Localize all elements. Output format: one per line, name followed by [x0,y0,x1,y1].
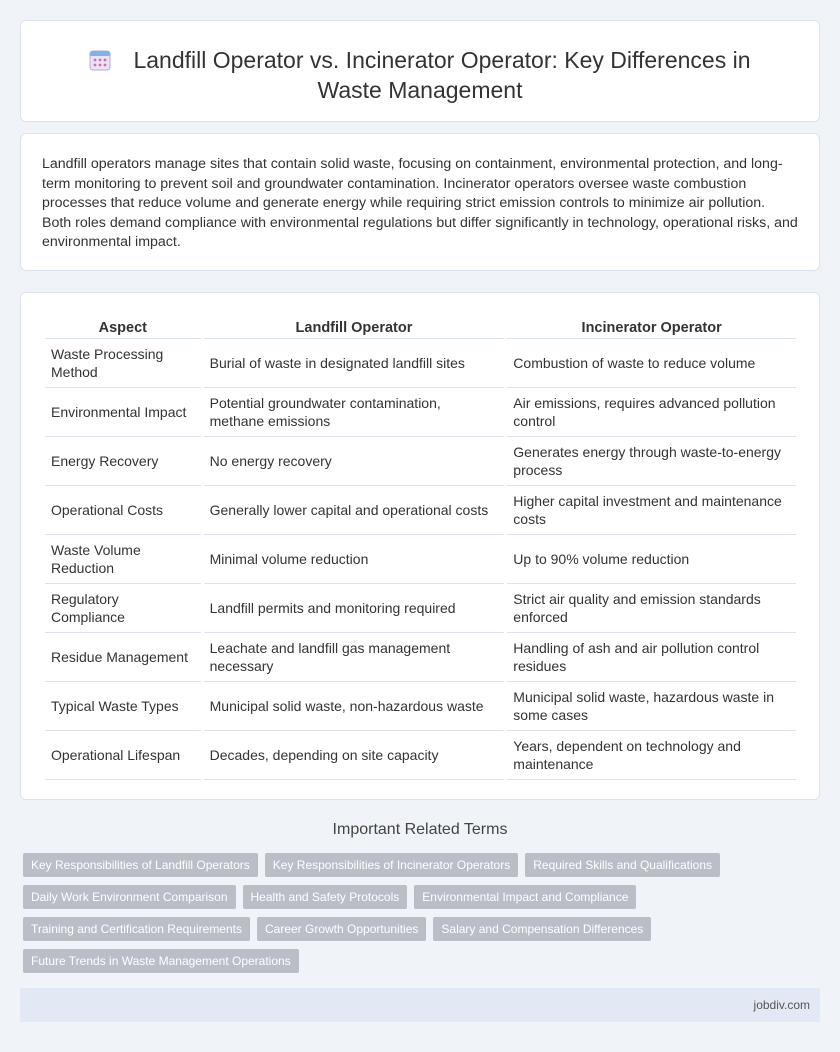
aspect-cell: Energy Recovery [45,437,201,486]
related-term-tag[interactable]: Career Growth Opportunities [257,917,426,941]
landfill-cell: Landfill permits and monitoring required [204,584,505,633]
comparison-table-card [20,292,820,800]
footer [20,988,820,1022]
related-term-tag[interactable]: Key Responsibilities of Landfill Operators [23,853,258,877]
related-term-tag[interactable]: Health and Safety Protocols [243,885,408,909]
header-card [20,20,820,122]
related-terms-list [23,853,783,973]
related-term-tag[interactable]: Key Responsibilities of Incinerator Operators [265,853,518,877]
page-title-wrap [21,45,819,105]
landfill-cell: Potential groundwater contamination, methane emissions [204,388,505,437]
aspect-cell: Operational Lifespan [45,731,201,780]
related-term-tag[interactable]: Training and Certification Requirements [23,917,250,941]
table-row [45,339,796,388]
intro-paragraph: Landfill operators manage sites that contain solid waste, focusing on containment, environmental protection, and long-term monitoring to prevent soil and groundwater contamination. Incinerator operators oversee waste combustion processes that reduce volume and generate energy while requiring strict emission controls to minimize air pollution. Both roles demand compliance with environmental regulations but differ significantly in technology, operational risks, and environmental impact. [42,156,798,251]
incinerator-cell: Strict air quality and emission standards enforced [507,584,796,633]
incinerator-cell: Municipal solid waste, hazardous waste in some cases [507,682,796,731]
related-term-tag[interactable]: Salary and Compensation Differences [433,917,651,941]
aspect-cell: Typical Waste Types [45,682,201,731]
table-row [45,486,796,535]
calendar-grid-icon [89,49,111,71]
table-row [45,535,796,584]
aspect-cell: Waste Processing Method [45,339,201,388]
landfill-cell: Decades, depending on site capacity [204,731,505,780]
landfill-cell: Leachate and landfill gas management necessary [204,633,505,682]
footer-site-link[interactable]: jobdiv.com [753,998,810,1012]
table-row [45,437,796,486]
landfill-cell: No energy recovery [204,437,505,486]
aspect-cell: Environmental Impact [45,388,201,437]
landfill-cell: Municipal solid waste, non-hazardous waste [204,682,505,731]
column-header-landfill: Landfill Operator [204,315,505,339]
landfill-cell: Burial of waste in designated landfill sites [204,339,505,388]
landfill-cell: Generally lower capital and operational costs [204,486,505,535]
incinerator-cell: Higher capital investment and maintenance costs [507,486,796,535]
related-term-tag[interactable]: Daily Work Environment Comparison [23,885,236,909]
aspect-cell: Residue Management [45,633,201,682]
aspect-cell: Operational Costs [45,486,201,535]
intro-card [20,133,820,271]
column-header-incinerator: Incinerator Operator [507,315,796,339]
incinerator-cell: Up to 90% volume reduction [507,535,796,584]
aspect-cell: Regulatory Compliance [45,584,201,633]
aspect-cell: Waste Volume Reduction [45,535,201,584]
incinerator-cell: Combustion of waste to reduce volume [507,339,796,388]
related-term-tag[interactable]: Environmental Impact and Compliance [414,885,636,909]
incinerator-cell: Generates energy through waste-to-energy process [507,437,796,486]
table-header-row [45,315,796,339]
table-row [45,633,796,682]
related-terms-title: Important Related Terms [332,821,508,838]
column-header-aspect: Aspect [45,315,201,339]
incinerator-cell: Air emissions, requires advanced pollution control [507,388,796,437]
related-term-tag[interactable]: Future Trends in Waste Management Operations [23,949,299,973]
comparison-table [42,315,799,780]
landfill-cell: Minimal volume reduction [204,535,505,584]
table-row [45,388,796,437]
table-row [45,682,796,731]
table-row [45,584,796,633]
incinerator-cell: Years, dependent on technology and maintenance [507,731,796,780]
table-row [45,731,796,780]
related-term-tag[interactable]: Required Skills and Qualifications [525,853,720,877]
incinerator-cell: Handling of ash and air pollution control residues [507,633,796,682]
page-title: Landfill Operator vs. Incinerator Operator: Key Differences in Waste Management [133,47,751,103]
